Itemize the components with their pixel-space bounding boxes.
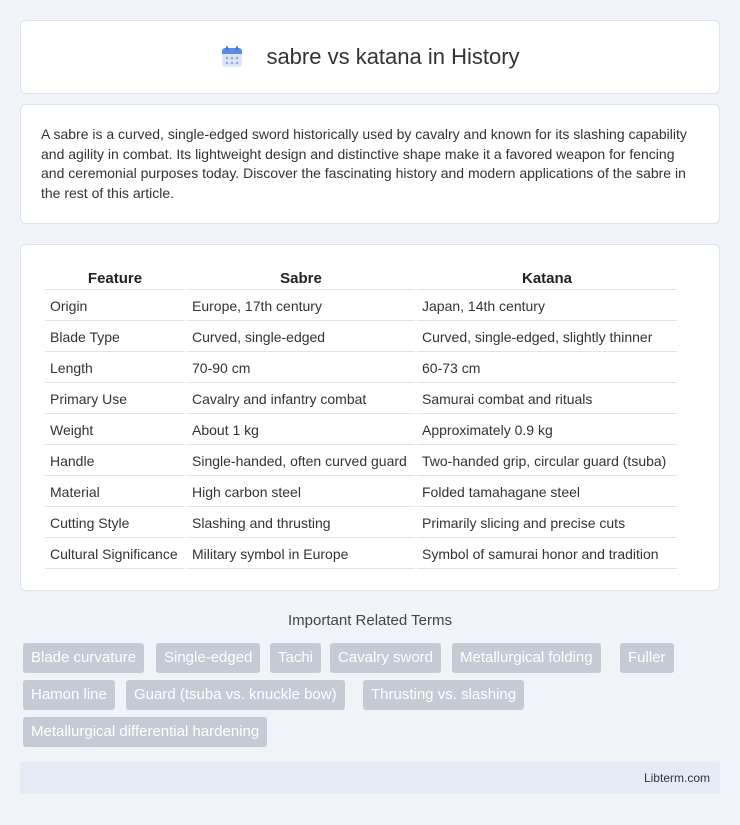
related-terms-heading: Important Related Terms xyxy=(288,612,452,629)
katana-cell: 60-73 cm xyxy=(417,354,677,383)
feature-cell: Blade Type xyxy=(45,323,185,352)
tag-fuller[interactable]: Fuller xyxy=(620,643,674,673)
intro-text: A sabre is a curved, single-edged sword historically used by cavalry and known for its slashing capability and agility in combat. Its lightweight design and distinctive shape make it a favored weapon for fencing and ceremonial purposes today. Discover the fascinating history and modern applications of the sabre in the rest of this article. xyxy=(41,126,687,201)
comparison-table xyxy=(43,265,679,571)
feature-cell: Primary Use xyxy=(45,385,185,414)
sabre-cell: High carbon steel xyxy=(187,478,415,507)
tag-guard[interactable]: Guard (tsuba vs. knuckle bow) xyxy=(126,680,345,710)
intro-card xyxy=(20,104,720,224)
sabre-cell: 70-90 cm xyxy=(187,354,415,383)
feature-cell: Weight xyxy=(45,416,185,445)
table-row xyxy=(45,292,677,321)
katana-cell: Two-handed grip, circular guard (tsuba) xyxy=(417,447,677,476)
feature-cell: Length xyxy=(45,354,185,383)
sabre-cell: Curved, single-edged xyxy=(187,323,415,352)
tag-cavalry-sword[interactable]: Cavalry sword xyxy=(330,643,441,673)
feature-cell: Origin xyxy=(45,292,185,321)
sabre-cell: Cavalry and infantry combat xyxy=(187,385,415,414)
feature-cell: Material xyxy=(45,478,185,507)
sabre-cell: Slashing and thrusting xyxy=(187,509,415,538)
table-row xyxy=(45,540,677,569)
feature-cell: Handle xyxy=(45,447,185,476)
table-row xyxy=(45,509,677,538)
calendar-icon xyxy=(220,45,244,69)
katana-cell: Folded tamahagane steel xyxy=(417,478,677,507)
tag-hamon-line[interactable]: Hamon line xyxy=(23,680,115,710)
feature-cell: Cultural Significance xyxy=(45,540,185,569)
sabre-cell: About 1 kg xyxy=(187,416,415,445)
tag-metallurgical-folding[interactable]: Metallurgical folding xyxy=(452,643,601,673)
tag-differential-hardening[interactable]: Metallurgical differential hardening xyxy=(23,717,267,747)
tag-single-edged[interactable]: Single-edged xyxy=(156,643,260,673)
table-row xyxy=(45,447,677,476)
column-header-katana: Katana xyxy=(417,267,677,290)
sabre-cell: Single-handed, often curved guard xyxy=(187,447,415,476)
katana-cell: Symbol of samurai honor and tradition xyxy=(417,540,677,569)
page-title: sabre vs katana in History xyxy=(266,44,520,69)
tag-tachi[interactable]: Tachi xyxy=(270,643,321,673)
katana-cell: Primarily slicing and precise cuts xyxy=(417,509,677,538)
table-row xyxy=(45,323,677,352)
katana-cell: Japan, 14th century xyxy=(417,292,677,321)
table-row xyxy=(45,416,677,445)
footer-site-link[interactable]: Libterm.com xyxy=(643,771,710,785)
table-row xyxy=(45,478,677,507)
katana-cell: Approximately 0.9 kg xyxy=(417,416,677,445)
column-header-feature: Feature xyxy=(45,267,185,290)
footer xyxy=(20,762,720,794)
tag-blade-curvature[interactable]: Blade curvature xyxy=(23,643,144,673)
table-row xyxy=(45,354,677,383)
sabre-cell: Military symbol in Europe xyxy=(187,540,415,569)
katana-cell: Samurai combat and rituals xyxy=(417,385,677,414)
feature-cell: Cutting Style xyxy=(45,509,185,538)
sabre-cell: Europe, 17th century xyxy=(187,292,415,321)
table-row xyxy=(45,385,677,414)
table-header-row xyxy=(45,267,677,290)
comparison-card xyxy=(20,244,720,591)
title-card xyxy=(20,20,720,94)
column-header-sabre: Sabre xyxy=(187,267,415,290)
tag-thrusting-vs-slashing[interactable]: Thrusting vs. slashing xyxy=(363,680,524,710)
katana-cell: Curved, single-edged, slightly thinner xyxy=(417,323,677,352)
